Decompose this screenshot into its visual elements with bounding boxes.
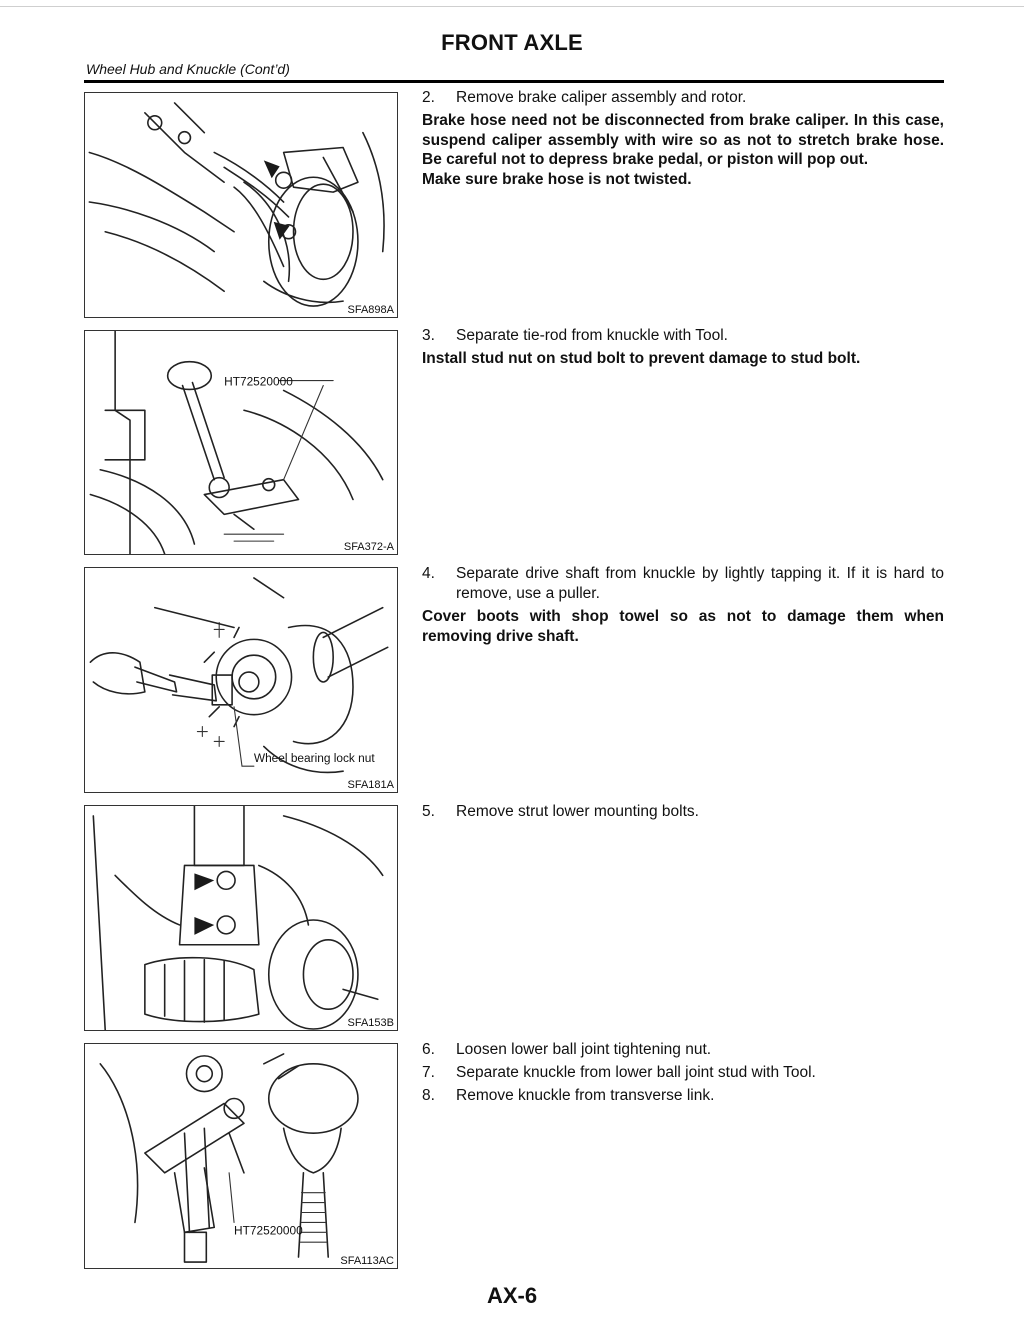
figure-brake-caliper — [84, 92, 398, 318]
step-item — [422, 564, 944, 604]
step-text: Separate drive shaft from knuckle by lightly tapping it. If it is hard to remove, use a puller. — [456, 565, 944, 602]
step-text: Remove brake caliper assembly and rotor. — [456, 89, 747, 106]
callout-label: Wheel bearing lock nut — [253, 751, 375, 766]
warning-note: Cover boots with shop towel so as not to damage them when removing drive shaft. — [422, 608, 944, 645]
step-4-block — [422, 564, 944, 646]
figure-tie-rod — [84, 330, 398, 555]
step-item — [422, 88, 944, 108]
step-text: Separate tie-rod from knuckle with Tool. — [456, 327, 728, 344]
tool-label: HT72520000 — [234, 1223, 303, 1238]
step-item — [422, 1086, 944, 1106]
step-3-block — [422, 326, 944, 369]
step-2-block — [422, 88, 944, 189]
step-text: Separate knuckle from lower ball joint stud with Tool. — [456, 1064, 816, 1081]
brake-caliper-illustration — [85, 93, 397, 317]
figure-code: SFA372-A — [343, 541, 394, 553]
drive-shaft-tapping-illustration — [85, 568, 397, 792]
figure-code: SFA898A — [347, 304, 394, 316]
figure-ball-joint — [84, 1043, 398, 1269]
steps-6-8-block — [422, 1040, 944, 1109]
step-text: Remove knuckle from transverse link. — [456, 1087, 715, 1104]
header-rule — [84, 80, 944, 83]
figure-code: SFA113AC — [340, 1255, 394, 1267]
step-number: 5. — [422, 803, 435, 820]
figure-drive-shaft — [84, 567, 398, 793]
step-number: 6. — [422, 1041, 435, 1058]
step-5-block — [422, 802, 944, 825]
page-title: FRONT AXLE — [441, 30, 583, 55]
strut-mounting-bolts-illustration — [85, 806, 397, 1030]
step-item — [422, 802, 944, 822]
step-number: 2. — [422, 89, 435, 106]
warning-note: Make sure brake hose is not twisted. — [422, 170, 692, 188]
tool-label: HT72520000 — [224, 374, 293, 389]
step-text: Loosen lower ball joint tightening nut. — [456, 1041, 712, 1058]
figure-code: SFA153B — [347, 1017, 394, 1029]
figure-strut-bolts — [84, 805, 398, 1031]
step-number: 3. — [422, 327, 435, 344]
figure-code: SFA181A — [347, 779, 394, 791]
page-number: AX-6 — [486, 1283, 538, 1308]
step-item — [422, 326, 944, 346]
step-item — [422, 1063, 944, 1083]
step-item — [422, 1040, 944, 1060]
step-text: Remove strut lower mounting bolts. — [456, 803, 699, 820]
warning-note: Brake hose need not be disconnected from brake caliper. In this case, suspend caliper assembly with wire so as not to stretch brake hose. Be careful not to depress brake pedal, or piston will pop out. — [422, 112, 944, 168]
step-number: 8. — [422, 1087, 435, 1104]
ball-joint-separator-illustration — [85, 1044, 397, 1268]
top-rule — [0, 6, 1024, 7]
tie-rod-separator-illustration — [85, 331, 397, 554]
section-title: Wheel Hub and Knuckle (Cont’d) — [86, 61, 290, 77]
step-number: 4. — [422, 565, 435, 582]
warning-note: Install stud nut on stud bolt to prevent damage to stud bolt. — [422, 350, 861, 367]
step-number: 7. — [422, 1064, 435, 1081]
